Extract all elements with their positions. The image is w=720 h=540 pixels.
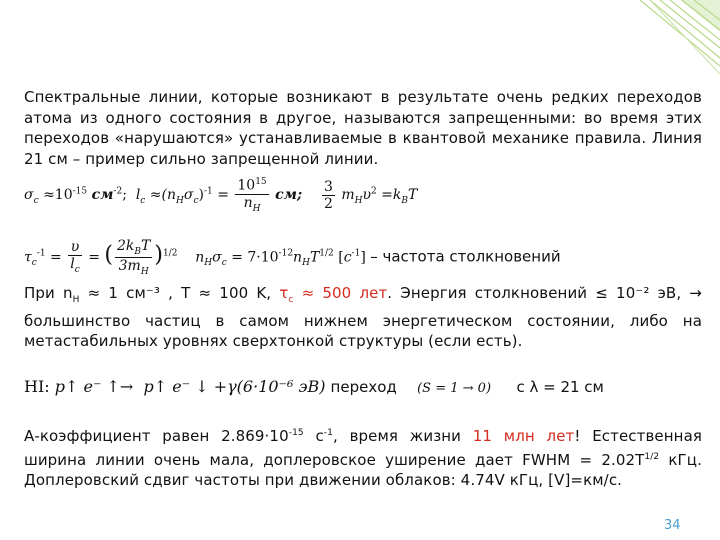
three-halves-fraction: $\frac{3}{2}$ xyxy=(323,178,333,212)
thermal-velocity-fraction: $\frac{2k_BT}{3m_H}$ xyxy=(116,238,151,277)
velocity-over-length-fraction: $\frac{\upsilon}{l_c}$ xyxy=(70,239,80,276)
cross-section-equation: $\sigma_c \approx 10^{-15}$ $см^{-2}$; $l_c \approx(n_H\sigma_c)^{-1}$ = $\frac{10^{15}}{n_H}$ см; $\frac{3}{2}$ $m_H\upsilon^2 =k_BT$ xyxy=(24,177,418,214)
a-coefficient-paragraph: А-коэффициент равен $2.869\cdot 10^{-15}$ $с^{-1}$, время жизни 11 млн лет! Естественная ширина линии очень мала, доплеровское уширение дает FWHM = $2.02T^{1/2}$ кГц. Доплеровский сдвиг частоты при движении облаков: 4.74V кГц, [V]=км/с. xyxy=(24,427,702,489)
corner-ornament xyxy=(590,0,720,80)
hi-transition-line: HI: p↑ e⁻ ↑→ p↑ e⁻ ↓ +γ(6·10⁻⁶ эВ) переход (S = 1 → 0) с λ = 21 см xyxy=(24,377,604,396)
collision-paragraph: При $n_H \approx 1$ см⁻³ , T ≈ 100 K, $\tau_c \approx 500$ лет. Энергия столкновений ≤ 10⁻² эВ, → большинство частиц в самом нижнем энергетическом состоянии, либо на метастабильных уровнях сверхтонкой структуры (если есть). xyxy=(24,284,702,350)
collision-frequency-equation: $\tau_c^{-1}$ = $\frac{\upsilon}{l_c}$ = ( $\frac{2k_BT}{3m_H}$ )$^{1/2}$ $n_H\sigma_c = 7\cdot 10^{-12}n_HT^{1/2}$ $[c^{-1}]$ – частота столкновений xyxy=(24,238,561,277)
slide-number: 34 xyxy=(664,518,681,533)
intro-paragraph: Спектральные линии, которые возникают в результате очень редких переходов атома из одного состояния в другое, называются запрещенными: во время этих переходов «нарушаются» устанавливаемые в квантовой механике правила. Линия 21 см – пример сильно запрещенной линии. xyxy=(24,88,702,168)
mean-free-path-fraction: $\frac{10^{15}}{n_H}$ xyxy=(237,177,267,214)
